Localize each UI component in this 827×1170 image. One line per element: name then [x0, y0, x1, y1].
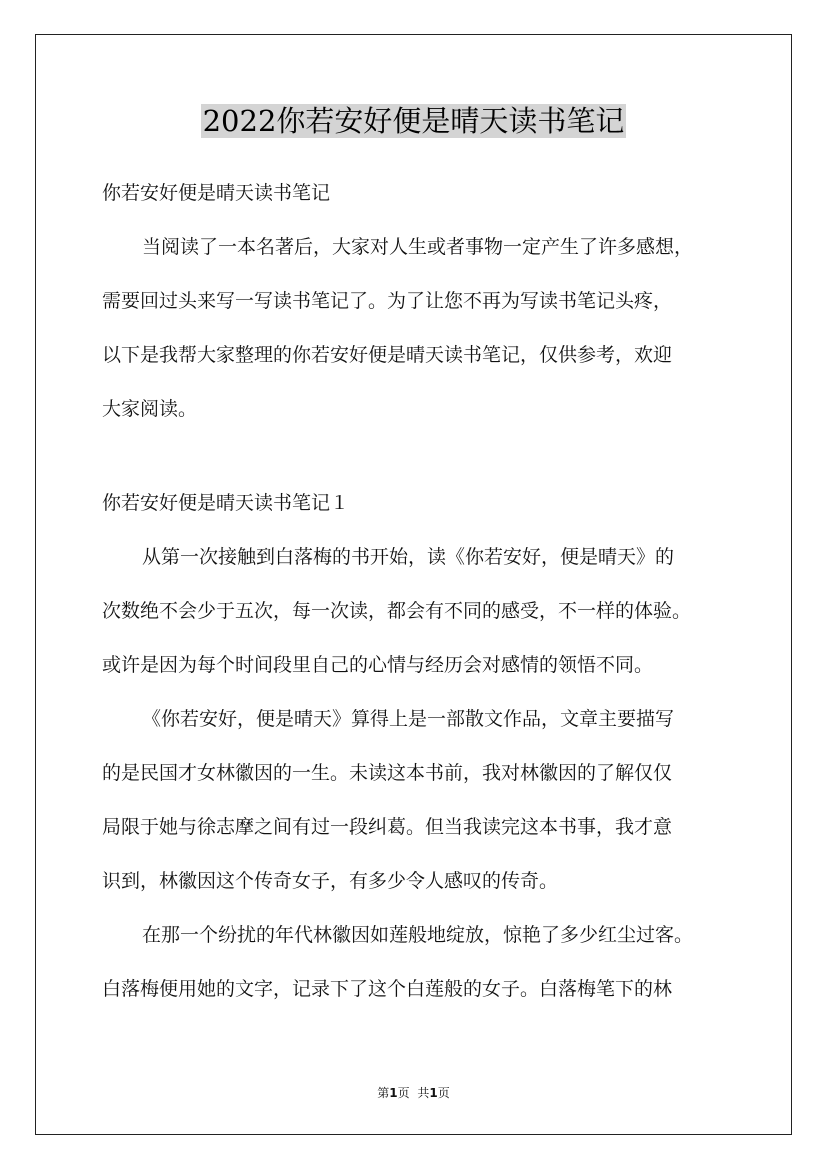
section-line-1: 从第一次接触到白落梅的书开始，读《你若安好，便是晴天》的 [142, 546, 675, 568]
document-subtitle: 你若安好便是晴天读书笔记 [102, 182, 331, 204]
intro-line-4: 大家阅读。 [102, 398, 198, 420]
footer-page-total: 1 [429, 1086, 438, 1100]
section-line-4: 《你若安好，便是晴天》算得上是一部散文作品，文章主要描写 [142, 708, 675, 730]
section-line-9: 白落梅便用她的文字，记录下了这个白莲般的女子。白落梅笔下的林 [102, 978, 673, 1000]
section-line-5: 的是民国才女林徽因的一生。未读这本书前，我对林徽因的了解仅仅 [102, 762, 673, 784]
footer-page-current: 1 [389, 1086, 398, 1100]
document-title-text: 2022你若安好便是晴天读书笔记 [202, 104, 625, 138]
page-footer [0, 1084, 827, 1101]
document-body [102, 172, 752, 1022]
footer-page-unit: 页 [397, 1086, 410, 1100]
section-line-7: 识到，林徽因这个传奇女子，有多少令人感叹的传奇。 [102, 870, 559, 892]
intro-line-1: 当阅读了一本名著后，大家对人生或者事物一定产生了许多感想， [142, 236, 694, 258]
paragraph-gap [102, 442, 752, 482]
footer-total-prefix: 共 [417, 1086, 430, 1100]
section-heading: 你若安好便是晴天读书笔记１ [102, 492, 350, 514]
document-title [0, 101, 827, 141]
section-line-6: 局限于她与徐志摩之间有过一段纠葛。但当我读完这本书事，我才意 [102, 816, 673, 838]
section-line-2: 次数绝不会少于五次，每一次读，都会有不同的感受，不一样的体验。 [102, 600, 692, 622]
intro-line-3: 以下是我帮大家整理的你若安好便是晴天读书笔记，仅供参考，欢迎 [102, 344, 673, 366]
section-line-3: 或许是因为每个时间段里自己的心情与经历会对感情的领悟不同。 [102, 654, 654, 676]
footer-total-unit: 页 [437, 1086, 450, 1100]
intro-line-2: 需要回过头来写一写读书笔记了。为了让您不再为写读书笔记头疼， [102, 290, 673, 312]
footer-page-prefix: 第 [377, 1086, 390, 1100]
section-line-8: 在那一个纷扰的年代林徽因如莲般地绽放，惊艳了多少红尘过客。 [142, 924, 694, 946]
